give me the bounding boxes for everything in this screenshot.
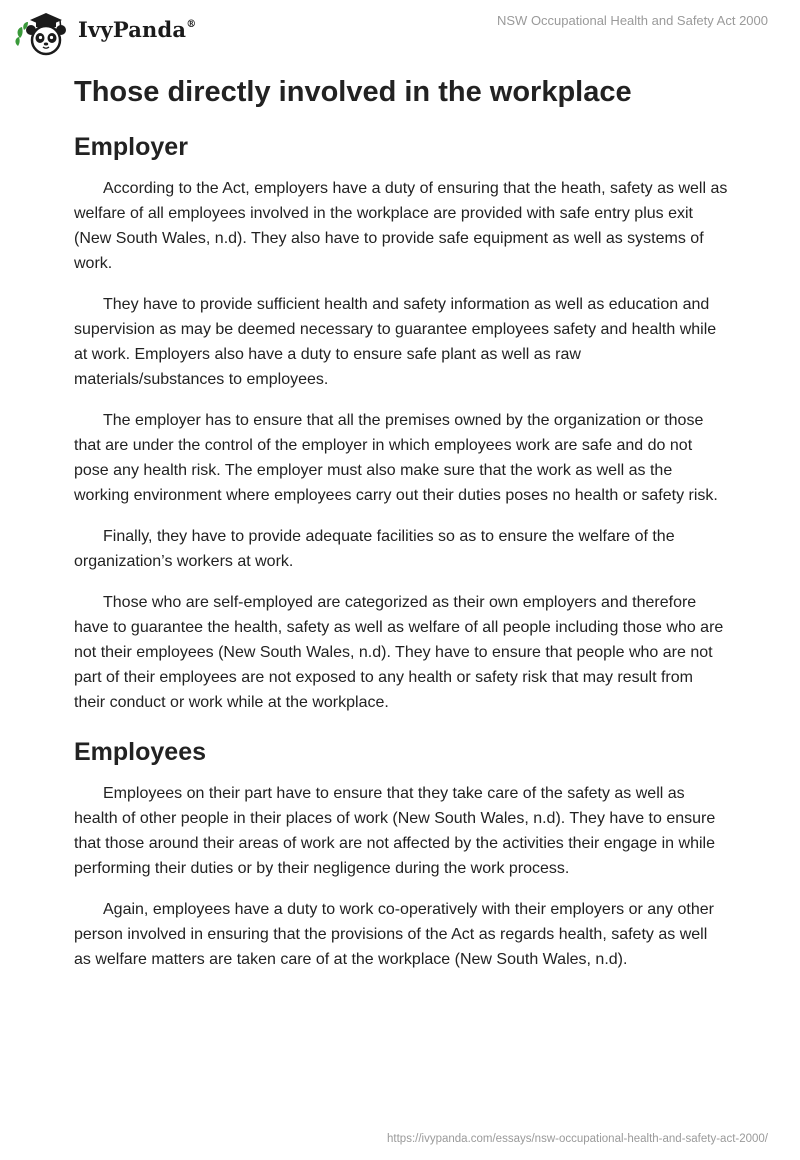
paragraph: The employer has to ensure that all the premises owned by the organization or those that are under the control of the employer in which employees work are safe and do not pose any health risk. The employer must also make sure that the work as well as the working environment where employees carry out their duties poses no health or safety risk. [74,412,718,504]
paragraph: Finally, they have to provide adequate facilities so as to ensure the welfare of the organization’s workers at work. [74,528,675,570]
paragraph: According to the Act, employers have a duty of ensuring that the heath, safety as well as welfare of all employees involved in the workplace are provided with safe entry plus exit (New South Wales, n.d). They also have to provide safe equipment as well as systems of work. [74,180,728,272]
paragraph: They have to provide sufficient health and safety information as well as education and supervision as may be deemed necessary to guarantee employees safety and health while at work. Employers also have a duty to ensure safe plant as well as raw materials/substances to employees. [74,296,717,388]
paragraph: Employees on their part have to ensure that they take care of the safety as well as health of other people in their places of work (New South Wales, n.d). They have to ensure that those around their areas of work are not affected by the activities their engage in while performing their duties or by their negligence during the work process. [74,785,716,877]
source-url-link[interactable]: https://ivypanda.com/essays/nsw-occupational-health-and-safety-act-2000/ [387,1133,768,1145]
registered-mark: ® [186,19,197,30]
article-body [74,72,728,988]
page-title: Those directly involved in the workplace [74,76,632,108]
document-title: NSW Occupational Health and Safety Act 2000 [497,13,768,28]
logo-text: IvyPanda [78,17,187,42]
logo-wordmark [78,17,196,42]
section-heading-employer: Employer [74,133,188,161]
ivypanda-logo[interactable] [14,8,197,54]
panda-graduate-icon [14,8,76,56]
section-heading-employees: Employees [74,738,207,766]
paragraph: Again, employees have a duty to work co-operatively with their employers or any other person involved in ensuring that the provisions of the Act as regards health, safety as well as welfare matters are taken care of at the workplace (New South Wales, n.d). [74,901,714,968]
paragraph: Those who are self-employed are categorized as their own employers and therefore have to guarantee the health, safety as well as welfare of all people including those who are not their employees (New South Wales, n.d). They have to ensure that people who are not part of their employees are not exposed to any health or safety risk that may result from their conduct or work while at the workplace. [74,594,724,711]
page-header [0,0,800,64]
